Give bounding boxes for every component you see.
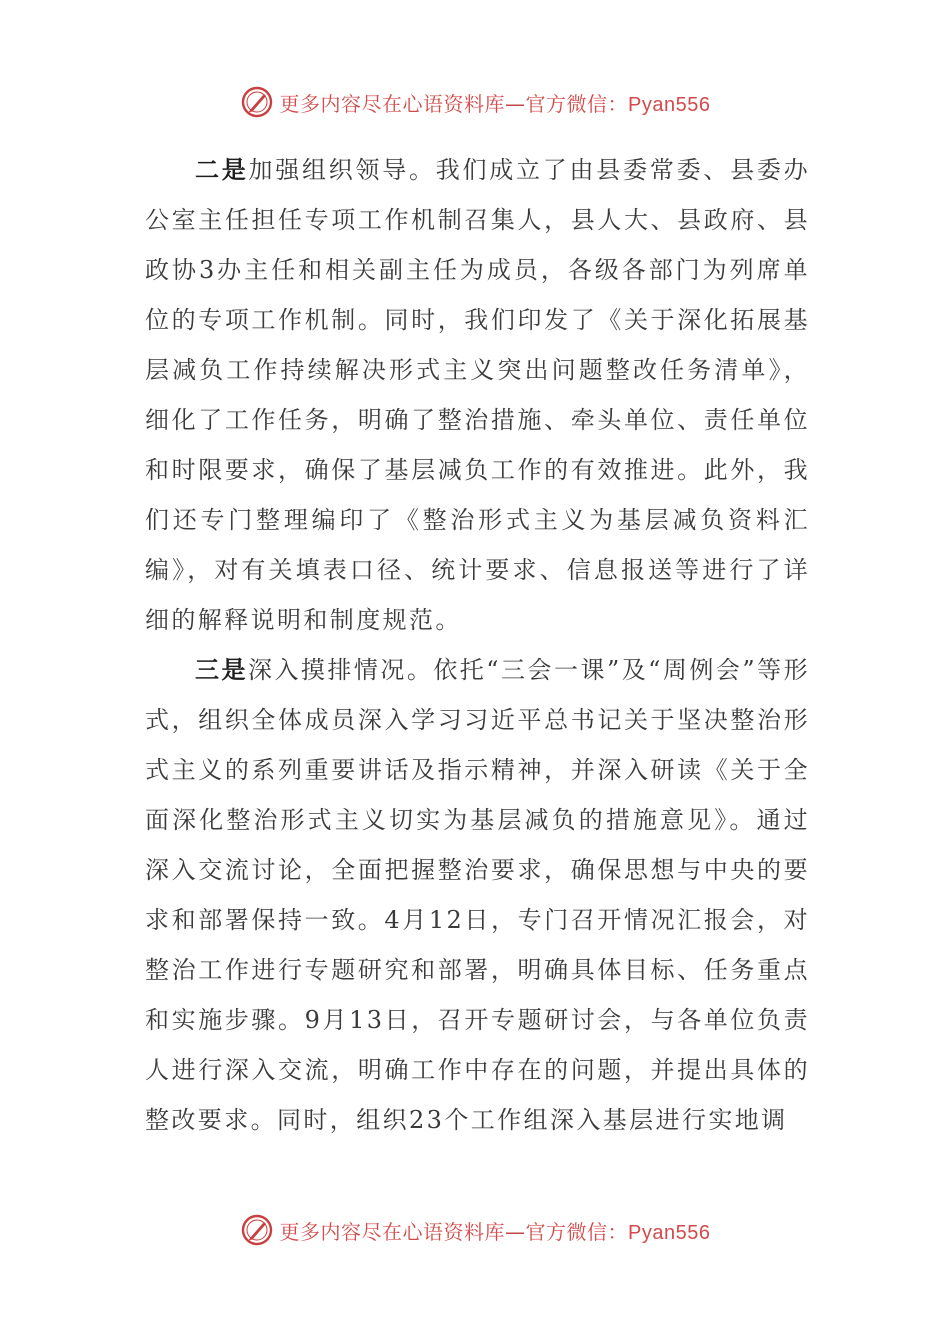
banner-text: 更多内容尽在心语资料库—官方微信：Pyan556 bbox=[279, 91, 711, 116]
paragraph-lead: 三是 bbox=[195, 655, 248, 684]
paragraph-lead: 二是 bbox=[195, 155, 249, 184]
paragraph-text: 深入摸排情况。依托“三会一课”及“周例会”等形式，组织全体成员深入学习习近平总书记关于坚决整治形式主义的系列重要讲话及指示精神，并深入研读《关于全面深化整治形式主义切实为基层减负的措施意见》。通过深入交流讨论，全面把握整治要求，确保思想与中央的要求和部署保持一致。4月12日，专门召开情况汇报会，对整治工作进行专题研究和部署，明确具体目标、任务重点和实施步骤。9月13日，召开专题研讨会，与各单位负责人进行深入交流，明确工作中存在的问题，并提出具体的整改要求。同时，组织23个工作组深入基层进行实地调 bbox=[145, 656, 810, 1134]
header-banner bbox=[0, 82, 950, 122]
banner-text: 更多内容尽在心语资料库—官方微信：Pyan556 bbox=[279, 1219, 711, 1244]
paragraph-text: 加强组织领导。我们成立了由县委常委、县委办公室主任担任专项工作机制召集人，县人大、县政府、县政协3办主任和相关副主任为成员，各级各部门为列席单位的专项工作机制。同时，我们印发了《关于深化拓展基层减负工作持续解决形式主义突出问题整改任务清单》，细化了工作任务，明确了整治措施、牵头单位、责任单位和时限要求，确保了基层减负工作的有效推进。此外，我们还专门整理编印了《整治形式主义为基层减负资料汇编》，对有关填表口径、统计要求、信息报送等进行了详细的解释说明和制度规范。 bbox=[145, 156, 810, 634]
document-body bbox=[145, 145, 810, 1145]
paragraph bbox=[145, 145, 810, 645]
quill-seal-icon bbox=[240, 1213, 274, 1247]
paragraph bbox=[145, 645, 810, 1145]
footer-banner bbox=[0, 1210, 950, 1250]
quill-seal-icon bbox=[240, 85, 274, 119]
